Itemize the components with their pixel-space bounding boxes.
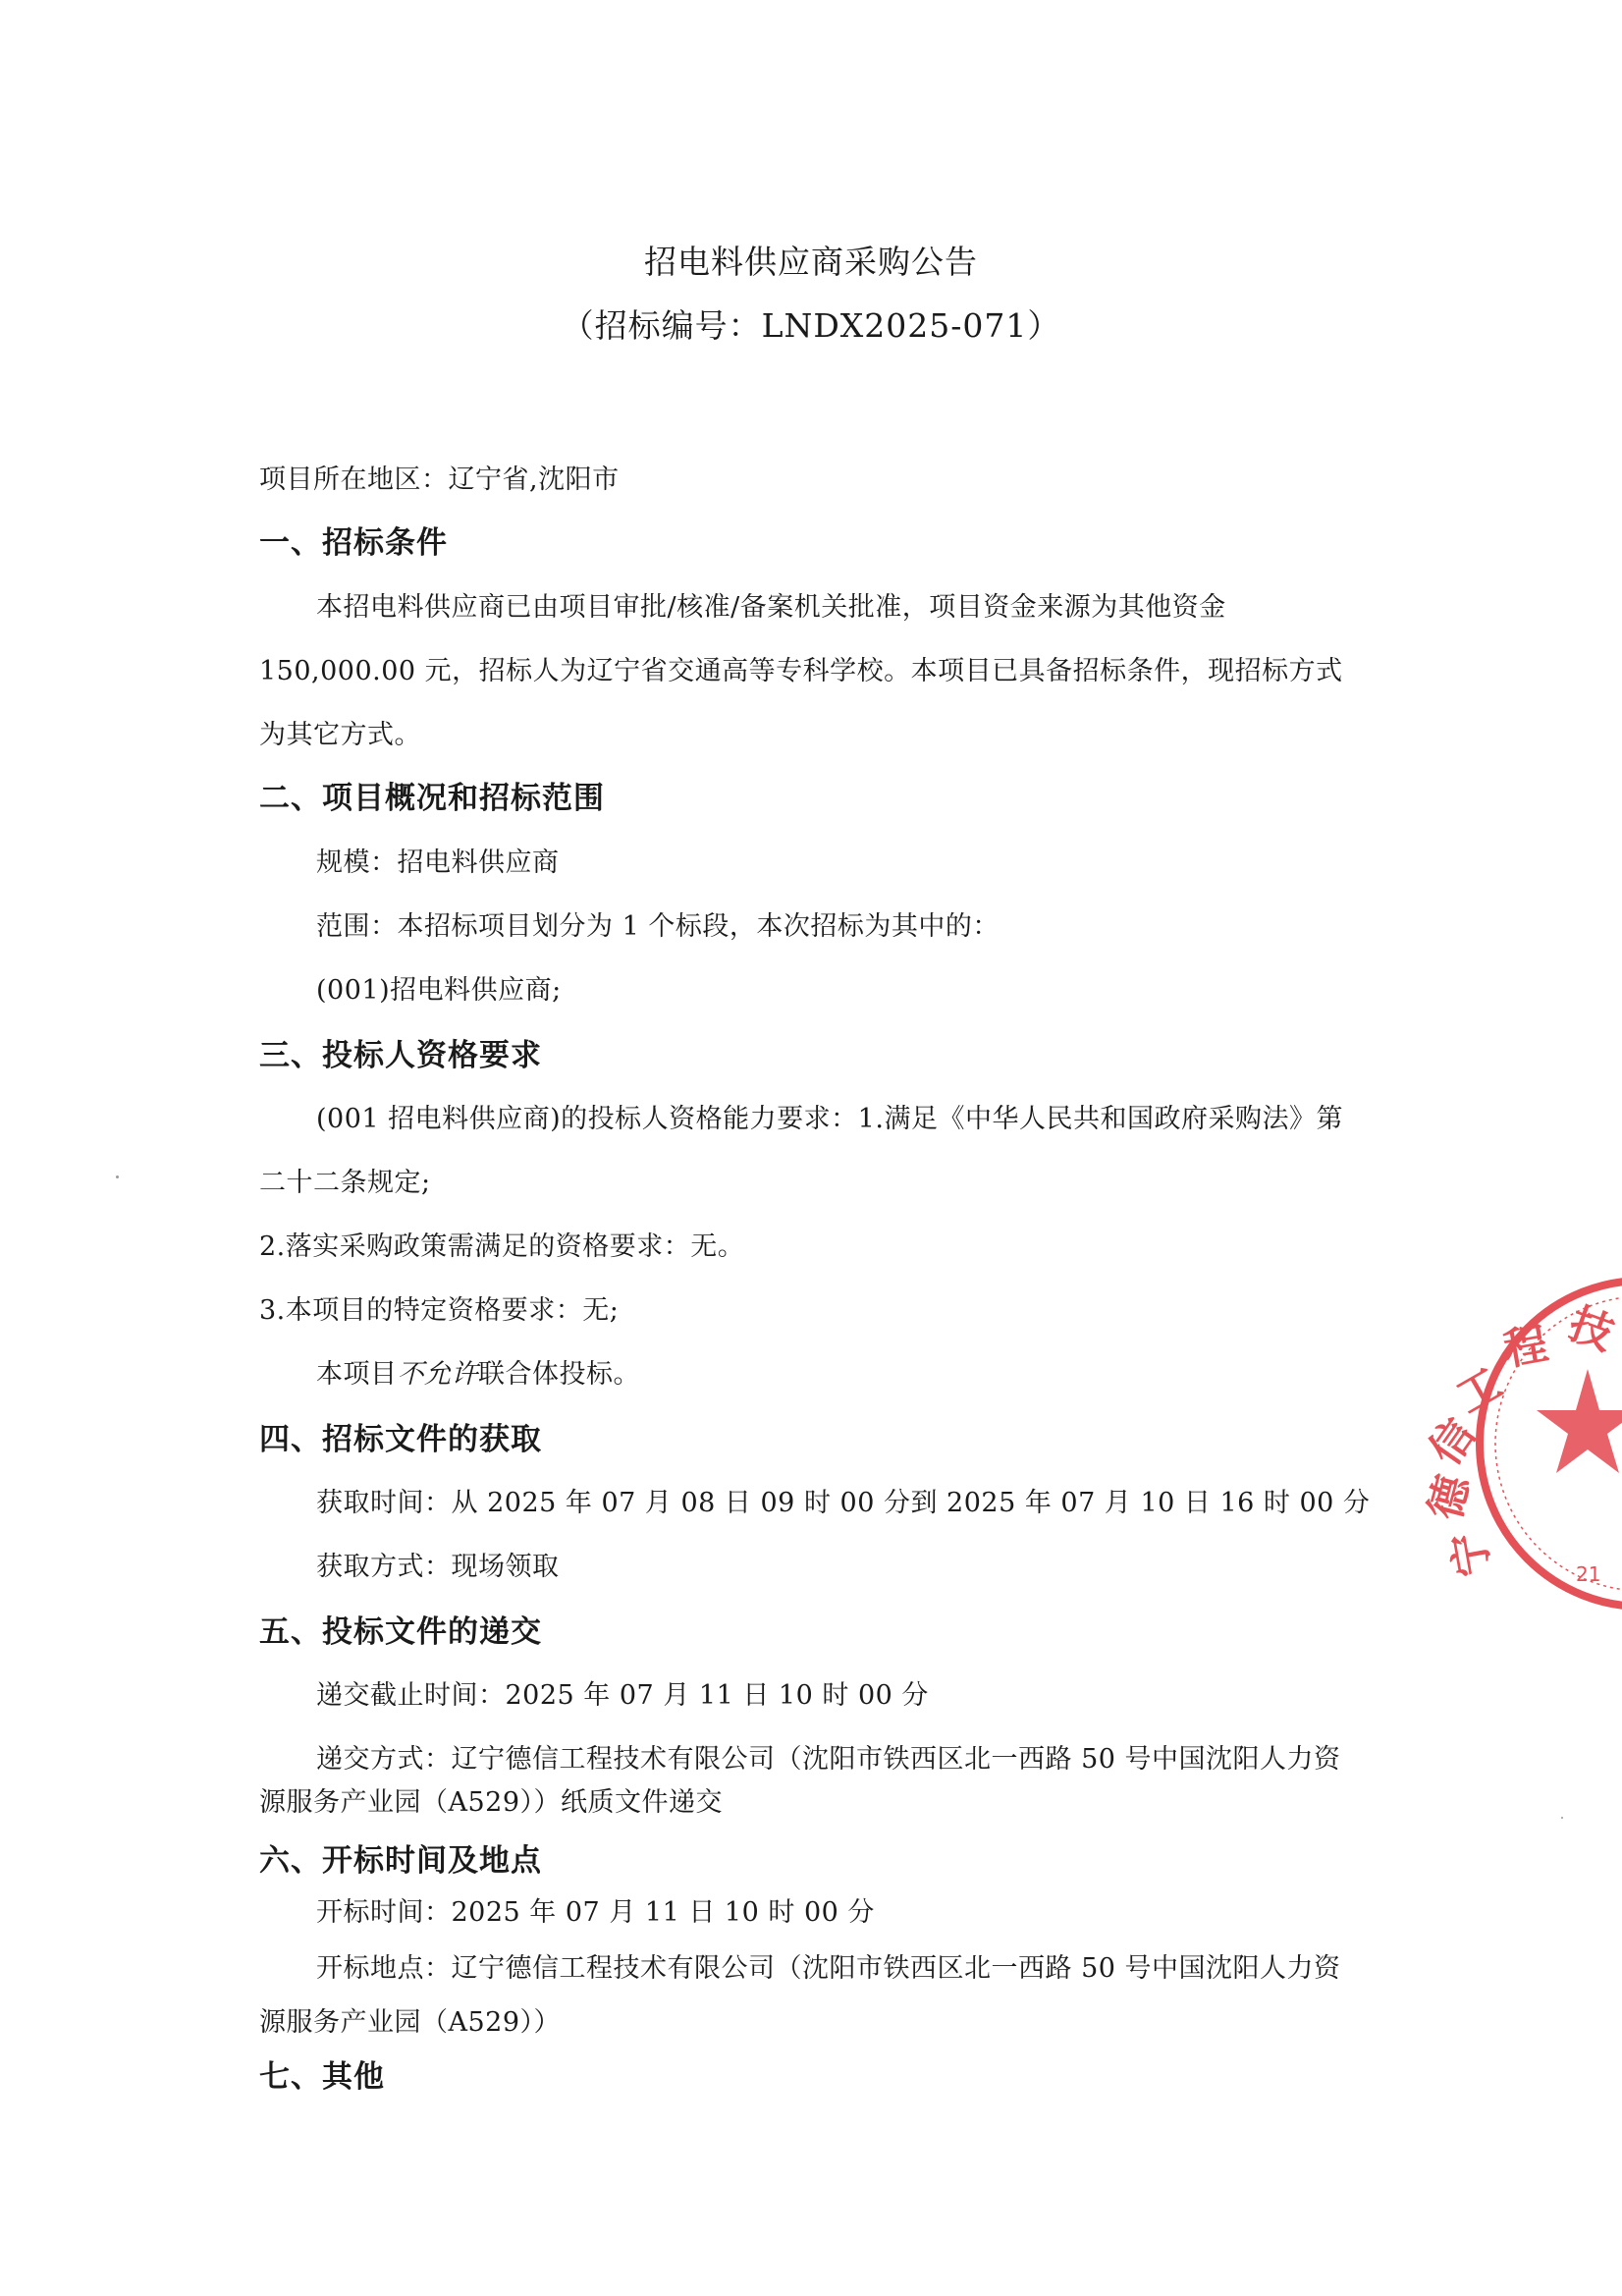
- consortium-suffix: 联合体投标。: [478, 1359, 640, 1390]
- section-heading-2: 二、项目概况和招标范围: [259, 781, 605, 816]
- stamp-text-char-4: 信: [1420, 1410, 1487, 1475]
- opening-place: 开标地点：辽宁德信工程技术有限公司（沈阳市铁西区北一西路 50 号中国沈阳人力资: [316, 1953, 1341, 1984]
- stamp-text-char-6: 宁: [1442, 1528, 1500, 1580]
- section-heading-3: 三、投标人资格要求: [259, 1038, 542, 1073]
- stamp-text-char-1: 技: [1562, 1298, 1621, 1361]
- section-heading-7: 七、其他: [259, 2059, 385, 2095]
- qualification-requirement-2: 2.落实采购政策需满足的资格要求：无。: [259, 1231, 745, 1262]
- consortium-statement: [316, 1352, 640, 1391]
- section-heading-1: 一、招标条件: [259, 525, 448, 561]
- consortium-not-allowed: 不允许: [397, 1359, 478, 1390]
- qualification-requirement-1: (001 招电料供应商)的投标人资格能力要求：1.满足《中华人民共和国政府采购法》第: [316, 1104, 1343, 1134]
- opening-place-cont: 源服务产业园（A529））: [259, 2007, 562, 2038]
- project-region: 项目所在地区：辽宁省,沈阳市: [259, 465, 620, 495]
- submission-deadline: 递交截止时间：2025 年 07 月 11 日 10 时 00 分: [316, 1680, 929, 1711]
- lot-item: (001)招电料供应商;: [316, 975, 562, 1006]
- project-scale: 规模：招电料供应商: [316, 847, 560, 878]
- section-1-paragraph-line-3: 为其它方式。: [259, 720, 421, 750]
- stamp-text-char-5: 德: [1420, 1470, 1481, 1525]
- opening-time: 开标时间：2025 年 07 月 11 日 10 时 00 分: [316, 1897, 875, 1928]
- stamp-text-char-3: 工: [1448, 1358, 1511, 1424]
- section-heading-6: 六、开标时间及地点: [259, 1843, 542, 1879]
- submission-method-cont: 源服务产业园（A529））纸质文件递交: [259, 1787, 724, 1818]
- scan-speck: [1561, 1817, 1563, 1819]
- document-title: 招电料供应商采购公告: [644, 243, 978, 281]
- stamp-number: 21: [1576, 1562, 1601, 1586]
- qualification-requirement-3: 3.本项目的特定资格要求：无;: [259, 1295, 620, 1326]
- acquisition-time: 获取时间：从 2025 年 07 月 08 日 09 时 00 分到 2025 年 07 月 10 日 16 时 00 分: [316, 1488, 1371, 1518]
- section-1-paragraph-line-2: 150,000.00 元，招标人为辽宁省交通高等专科学校。本项目已具备招标条件，现招标方式: [259, 656, 1343, 686]
- submission-method: 递交方式：辽宁德信工程技术有限公司（沈阳市铁西区北一西路 50 号中国沈阳人力资: [316, 1744, 1341, 1775]
- company-seal-stamp: [1420, 1267, 1622, 1620]
- acquisition-method: 获取方式：现场领取: [316, 1552, 560, 1582]
- stamp-text-char-2: 程: [1500, 1318, 1552, 1376]
- section-heading-5: 五、投标文件的递交: [259, 1614, 542, 1650]
- qualification-requirement-1-cont: 二十二条规定;: [259, 1168, 431, 1198]
- section-1-paragraph-line-1: 本招电料供应商已由项目审批/核准/备案机关批准，项目资金来源为其他资金: [316, 592, 1226, 623]
- section-heading-4: 四、招标文件的获取: [259, 1422, 542, 1457]
- bid-number: （招标编号：LNDX2025-071）: [561, 306, 1061, 345]
- consortium-prefix: 本项目: [316, 1359, 398, 1390]
- scan-speck: [116, 1175, 119, 1178]
- project-scope: 范围：本招标项目划分为 1 个标段，本次招标为其中的：: [316, 911, 1000, 942]
